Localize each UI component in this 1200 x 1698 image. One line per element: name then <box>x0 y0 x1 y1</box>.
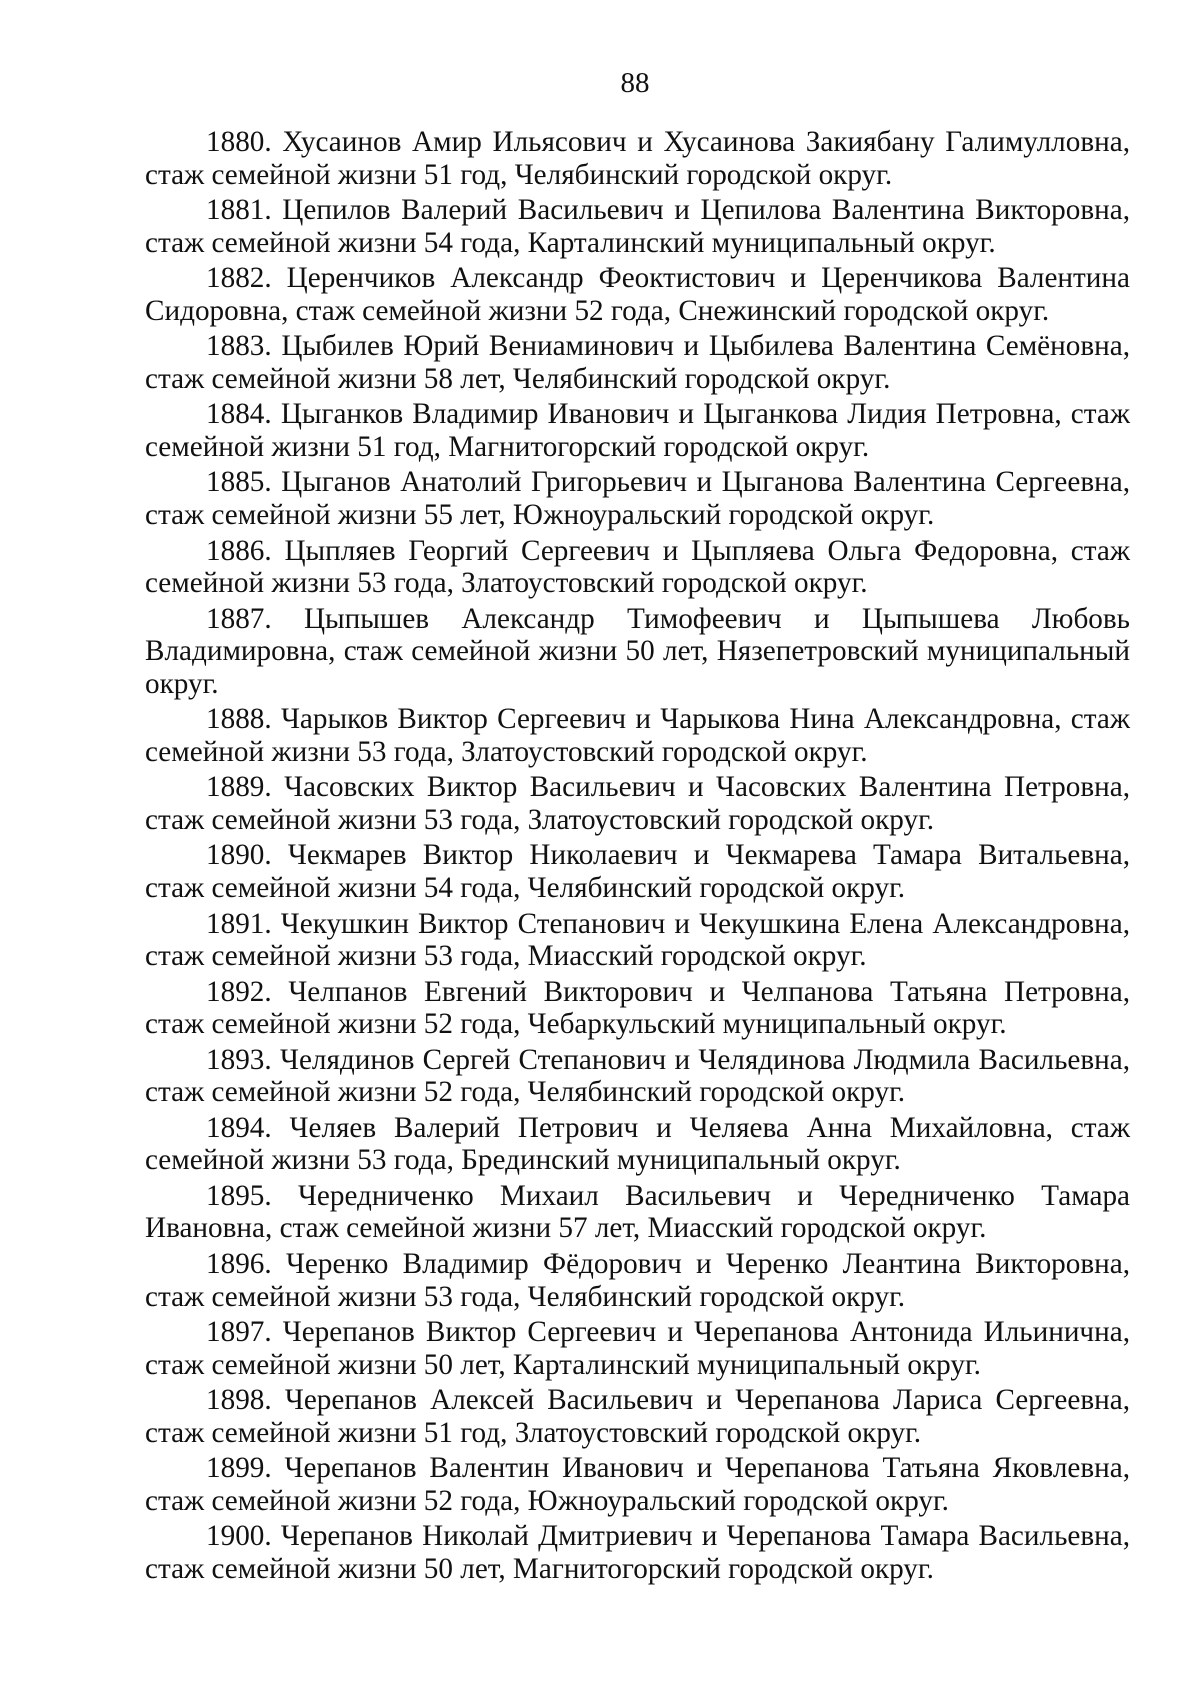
list-item-1889: 1889. Часовских Виктор Васильевич и Часовских Валентина Петровна, стаж семейной жизни 53 года, Златоустовский городской округ. <box>145 771 1130 836</box>
page-number: 88 <box>620 67 650 99</box>
list-item-1892: 1892. Челпанов Евгений Викторович и Челпанова Татьяна Петровна, стаж семейной жизни 52 года, Чебаркульский муниципальный округ. <box>145 975 1130 1041</box>
list-item-1881: 1881. Цепилов Валерий Васильевич и Цепилова Валентина Викторовна, стаж семейной жизни 54 года, Карталинский муниципальный округ. <box>145 194 1130 259</box>
list-item-1884: 1884. Цыганков Владимир Иванович и Цыганкова Лидия Петровна, стаж семейной жизни 51 год, Магнитогорский городской округ. <box>145 398 1130 463</box>
list-item-1882: 1882. Церенчиков Александр Феоктистович и Церенчикова Валентина Сидоровна, стаж семейной жизни 52 года, Снежинский городской округ. <box>145 262 1130 327</box>
list-item-1891: 1891. Чекушкин Виктор Степанович и Чекушкина Елена Александровна, стаж семейной жизни 53 года, Миасский городской округ. <box>145 907 1130 973</box>
list-item-1899: 1899. Черепанов Валентин Иванович и Черепанова Татьяна Яковлевна, стаж семейной жизни 52 года, Южноуральский городской округ. <box>145 1452 1130 1517</box>
list-item-1887: 1887. Цыпышев Александр Тимофеевич и Цыпышева Любовь Владимировна, стаж семейной жизни 50 лет, Нязепетровский муниципальный округ. <box>145 602 1130 700</box>
list-item-1898: 1898. Черепанов Алексей Васильевич и Черепанова Лариса Сергеевна, стаж семейной жизни 51 год, Златоустовский городской округ. <box>145 1384 1130 1449</box>
list-item-1893: 1893. Челядинов Сергей Степанович и Челядинова Людмила Васильевна, стаж семейной жизни 52 года, Челябинский городской округ. <box>145 1043 1130 1109</box>
list-item-1894: 1894. Челяев Валерий Петрович и Челяева Анна Михайловна, стаж семейной жизни 53 года, Брединский муниципальный округ. <box>145 1111 1130 1177</box>
list-item-1880: 1880. Хусаинов Амир Ильясович и Хусаинова Закиябану Галимулловна, стаж семейной жизни 51 год, Челябинский городской округ. <box>145 126 1130 191</box>
list-item-1885: 1885. Цыганов Анатолий Григорьевич и Цыганова Валентина Сергеевна, стаж семейной жизни 55 лет, Южноуральский городской округ. <box>145 466 1130 531</box>
entry-list <box>145 126 1130 1588</box>
list-item-1897: 1897. Черепанов Виктор Сергеевич и Черепанова Антонида Ильинична, стаж семейной жизни 50 лет, Карталинский муниципальный округ. <box>145 1316 1130 1381</box>
list-item-1886: 1886. Цыпляев Георгий Сергеевич и Цыпляева Ольга Федоровна, стаж семейной жизни 53 года, Златоустовский городской округ. <box>145 534 1130 600</box>
list-item-1883: 1883. Цыбилев Юрий Вениаминович и Цыбилева Валентина Семёновна, стаж семейной жизни 58 лет, Челябинский городской округ. <box>145 330 1130 395</box>
list-item-1900: 1900. Черепанов Николай Дмитриевич и Черепанова Тамара Васильевна, стаж семейной жизни 50 лет, Магнитогорский городской округ. <box>145 1520 1130 1585</box>
list-item-1888: 1888. Чарыков Виктор Сергеевич и Чарыкова Нина Александровна, стаж семейной жизни 53 года, Златоустовский городской округ. <box>145 703 1130 768</box>
list-item-1895: 1895. Чередниченко Михаил Васильевич и Чередниченко Тамара Ивановна, стаж семейной жизни 57 лет, Миасский городской округ. <box>145 1179 1130 1245</box>
list-item-1890: 1890. Чекмарев Виктор Николаевич и Чекмарева Тамара Витальевна, стаж семейной жизни 54 года, Челябинский городской округ. <box>145 839 1130 904</box>
list-item-1896: 1896. Черенко Владимир Фёдорович и Черенко Леантина Викторовна, стаж семейной жизни 53 года, Челябинский городской округ. <box>145 1248 1130 1313</box>
